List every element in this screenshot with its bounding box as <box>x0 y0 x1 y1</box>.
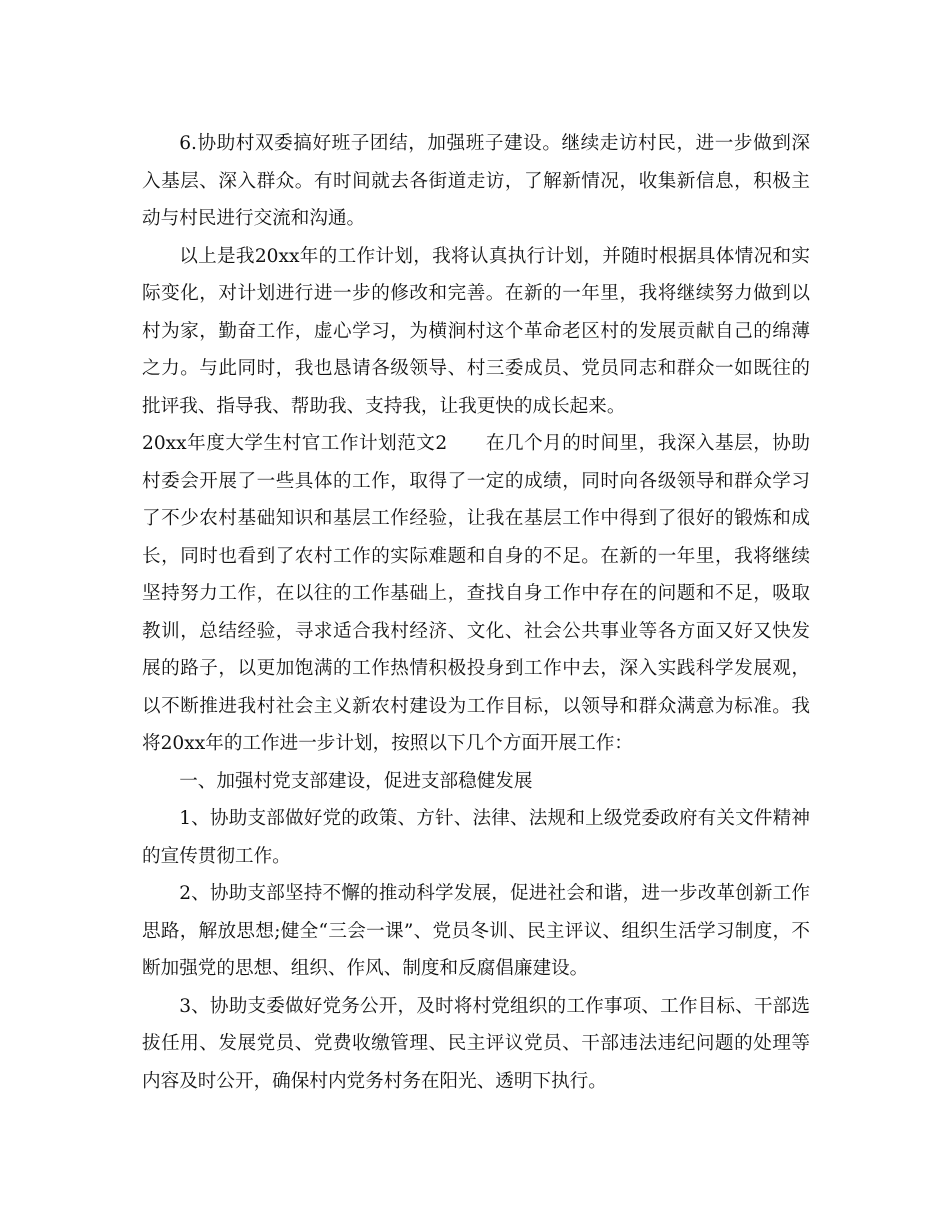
document-body <box>142 125 810 1100</box>
paragraph-sample-2-intro: 20xx年度大学生村官工作计划范文2 在几个月的时间里，我深入基层，协助村委会开展了一些具体的工作，取得了一定的成绩，同时向各级领导和群众学习了不少农村基础知识和基层工作经验，让我在基层工作中得到了很好的锻炼和成长，同时也看到了农村工作的实际难题和自身的不足。在新的一年里，我将继续坚持努力工作，在以往的工作基础上，查找自身工作中存在的问题和不足，吸取教训，总结经验，寻求适合我村经济、文化、社会公共事业等各方面又好又快发展的路子，以更加饱满的工作热情积极投身到工作中去，深入实践科学发展观，以不断推进我村社会主义新农村建设为工作目标，以领导和群众满意为标准。我将20xx年的工作进一步计划，按照以下几个方面开展工作： <box>142 433 810 754</box>
paragraph-item-6: 6.协助村双委搞好班子团结，加强班子建设。继续走访村民，进一步做到深入基层、深入群众。有时间就去各街道走访，了解新情况，收集新信息，积极主动与村民进行交流和沟通。 <box>142 133 810 229</box>
paragraph-item-2: 2、协助支部坚持不懈的推动科学发展，促进社会和谐，进一步改革创新工作思路，解放思想;健全“三会一课”、党员冬训、民主评议、组织生活学习制度，不断加强党的思想、组织、作风、制度和反腐倡廉建设。 <box>142 883 810 979</box>
paragraph-item-1: 1、协助支部做好党的政策、方针、法律、法规和上级党委政府有关文件精神的宣传贯彻工作。 <box>142 808 810 867</box>
section-heading-1: 一、加强村党支部建设，促进支部稳健发展 <box>179 770 533 792</box>
paragraph-conclusion: 以上是我20xx年的工作计划，我将认真执行计划，并随时根据具体情况和实际变化，对计划进行进一步的修改和完善。在新的一年里，我将继续努力做到以村为家，勤奋工作，虚心学习，为横涧村这个革命老区村的发展贡献自己的绵薄之力。与此同时，我也恳请各级领导、村三委成员、党员同志和群众一如既往的批评我、指导我、帮助我、支持我，让我更快的成长起来。 <box>142 245 810 417</box>
paragraph-item-3: 3、协助支委做好党务公开，及时将村党组织的工作事项、工作目标、干部选拔任用、发展党员、党费收缴管理、民主评议党员、干部违法违纪问题的处理等内容及时公开，确保村内党务村务在阳光、透明下执行。 <box>142 995 810 1092</box>
